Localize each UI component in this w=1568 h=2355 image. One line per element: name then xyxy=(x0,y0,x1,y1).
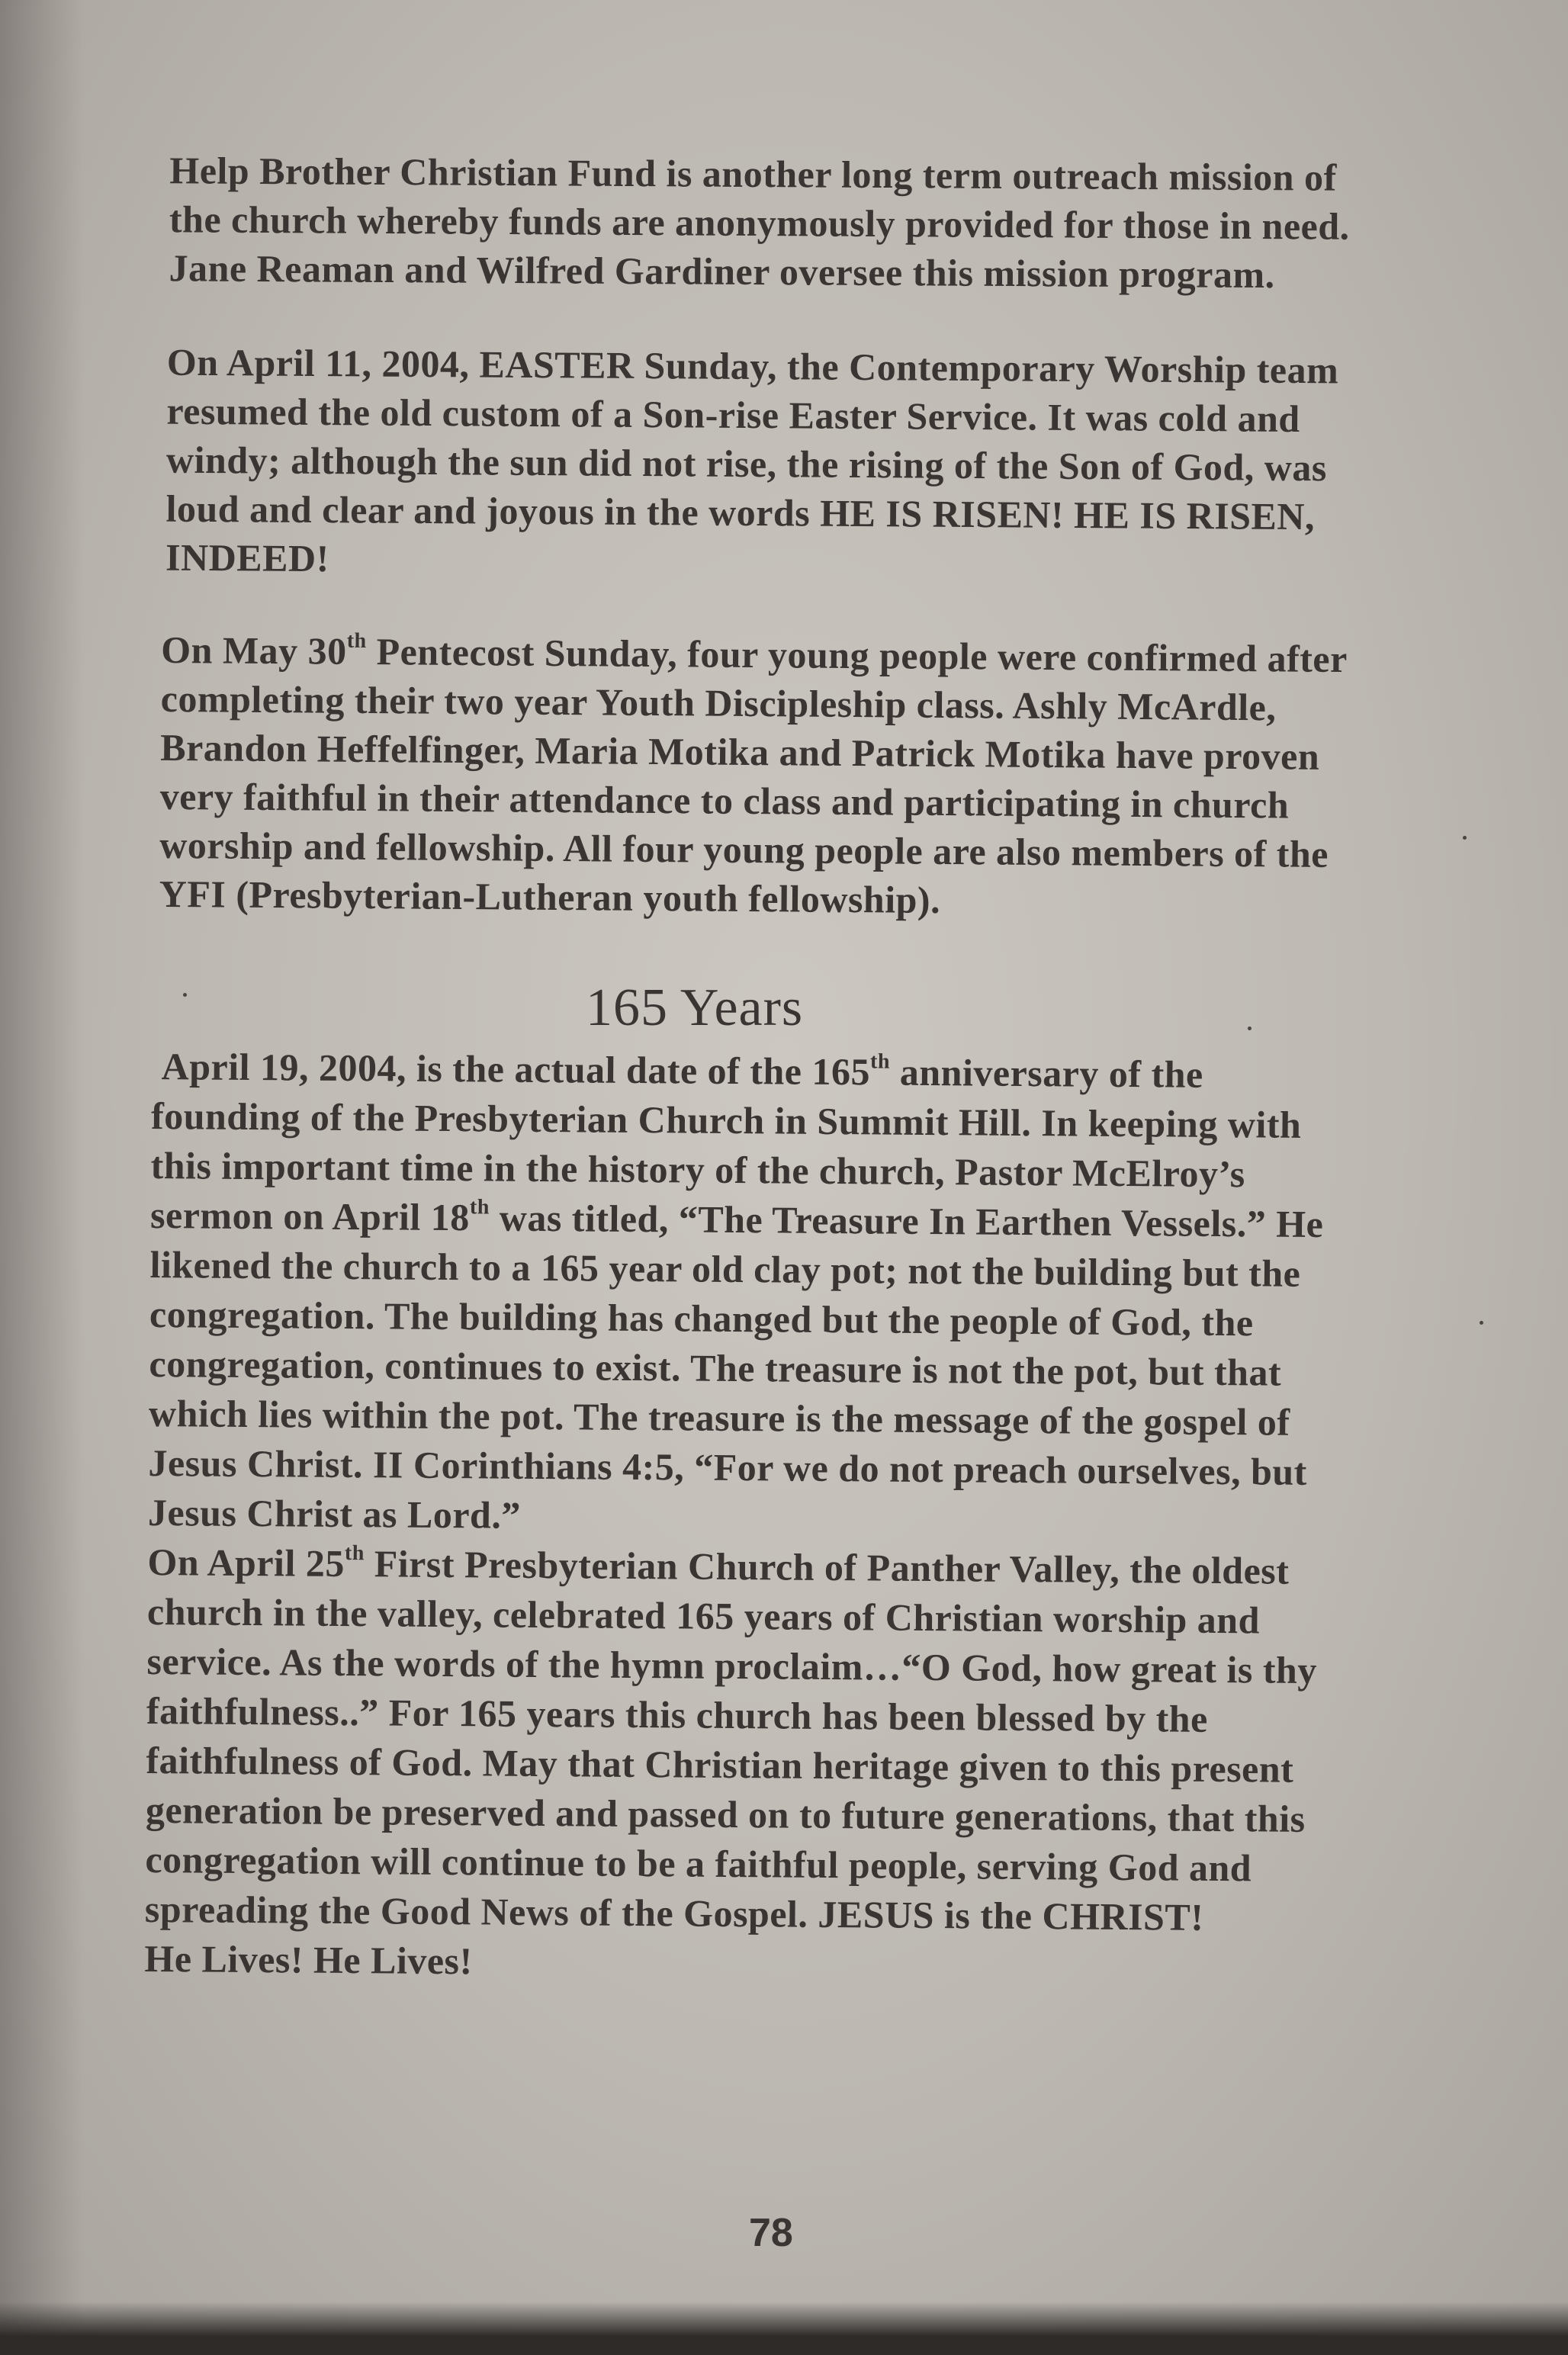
text-segment: April 19, 2004, is the actual date of the 165 xyxy=(161,1045,871,1094)
text-line: generation be preserved and passed on to future generations, that this xyxy=(145,1788,1306,1840)
paragraph-pentecost-confirmation xyxy=(159,625,1348,927)
text-line: the church whereby funds are anonymously provided for those in need. xyxy=(169,198,1350,248)
text-line: likened the church to a 165 year old clay pot; not the building but the xyxy=(149,1242,1301,1295)
paragraph-easter-sunday xyxy=(165,338,1339,590)
text-line: completing their two year Youth Discipleship class. Ashly McArdle, xyxy=(160,676,1277,729)
text-line: resumed the old custom of a Son-rise Easter Service. It was cold and xyxy=(166,389,1300,441)
text-line: Jesus Christ. II Corinthians 4:5, “For we do not preach ourselves, but xyxy=(148,1441,1308,1493)
paper-speck xyxy=(1463,836,1467,840)
text-line: YFI (Presbyterian-Lutheran youth fellowship). xyxy=(159,872,941,921)
text-line xyxy=(150,1190,1324,1249)
text-line: this important time in the history of the church, Pastor McElroy’s xyxy=(150,1143,1245,1196)
superscript: th xyxy=(344,1541,365,1566)
page-bottom-shadow xyxy=(0,2302,1568,2355)
text-line: Brandon Heffelfinger, Maria Motika and Patrick Motika have proven xyxy=(160,725,1320,778)
text-line: church in the valley, celebrated 165 years of Christian worship and xyxy=(146,1589,1261,1642)
text-line: faithfulness of God. May that Christian heritage given to this present xyxy=(146,1738,1294,1791)
text-line: congregation will continue to be a faithful people, serving God and xyxy=(145,1837,1252,1890)
superscript: th xyxy=(869,1049,891,1074)
text-line: faithfulness..” For 165 years this church has been blessed by the xyxy=(146,1688,1209,1740)
page-edge-shadow xyxy=(0,0,84,2355)
paper-speck xyxy=(1248,1026,1252,1030)
text-line xyxy=(151,1042,1325,1100)
text-line: Jane Reaman and Wilfred Gardiner oversee this mission program. xyxy=(169,246,1275,297)
text-line: service. As the words of the hymn proclaim…“O God, how great is thy xyxy=(146,1639,1318,1692)
text-line: On April 11, 2004, EASTER Sunday, the Contemporary Worship team xyxy=(166,340,1339,392)
text-line: He Lives! He Lives! xyxy=(144,1936,473,1983)
text-line: congregation. The building has changed but the people of God, the xyxy=(149,1292,1254,1345)
paragraph-165-years xyxy=(144,1042,1325,1993)
text-line: INDEED! xyxy=(165,535,329,580)
text-line: spreading the Good News of the Gospel. JESUS is the CHRIST! xyxy=(144,1887,1204,1939)
text-line: Help Brother Christian Fund is another long term outreach mission of xyxy=(169,149,1337,199)
text-line xyxy=(161,625,1348,683)
text-segment: sermon on April 18 xyxy=(149,1193,471,1239)
text-segment: Pentecost Sunday, four young people were confirmed after xyxy=(366,630,1348,681)
superscript: th xyxy=(346,628,367,654)
text-line: loud and clear and joyous in the words HE IS RISEN! HE IS RISEN, xyxy=(165,487,1316,538)
text-line: which lies within the pot. The treasure is the message of the gospel of xyxy=(148,1391,1290,1444)
paper-speck xyxy=(1480,1321,1483,1325)
text-line: founding of the Presbyterian Church in Summit Hill. In keeping with xyxy=(150,1094,1302,1146)
text-segment: On May 30 xyxy=(161,628,347,673)
page-number: 78 xyxy=(749,2211,793,2255)
text-line: windy; although the sun did not rise, the rising of the Son of God, was xyxy=(165,438,1328,490)
paper-speck xyxy=(183,993,187,997)
text-line: congregation, continues to exist. The treasure is not the pot, but that xyxy=(149,1341,1282,1394)
text-segment: was titled, “The Treasure In Earthen Vessels.” He xyxy=(489,1196,1324,1246)
text-line xyxy=(147,1537,1321,1596)
paragraph-help-brother-fund xyxy=(169,146,1350,299)
superscript: th xyxy=(469,1195,490,1219)
text-segment: On April 25 xyxy=(147,1540,345,1585)
text-line: Jesus Christ as Lord.” xyxy=(147,1490,522,1537)
section-heading: 165 Years xyxy=(586,978,804,1037)
text-line: very faithful in their attendance to class and participating in church xyxy=(159,774,1290,827)
text-segment: First Presbyterian Church of Panther Valley, the oldest xyxy=(364,1542,1290,1592)
text-segment: anniversary of the xyxy=(889,1050,1203,1096)
text-line: worship and fellowship. All four young people are also members of the xyxy=(159,823,1329,875)
